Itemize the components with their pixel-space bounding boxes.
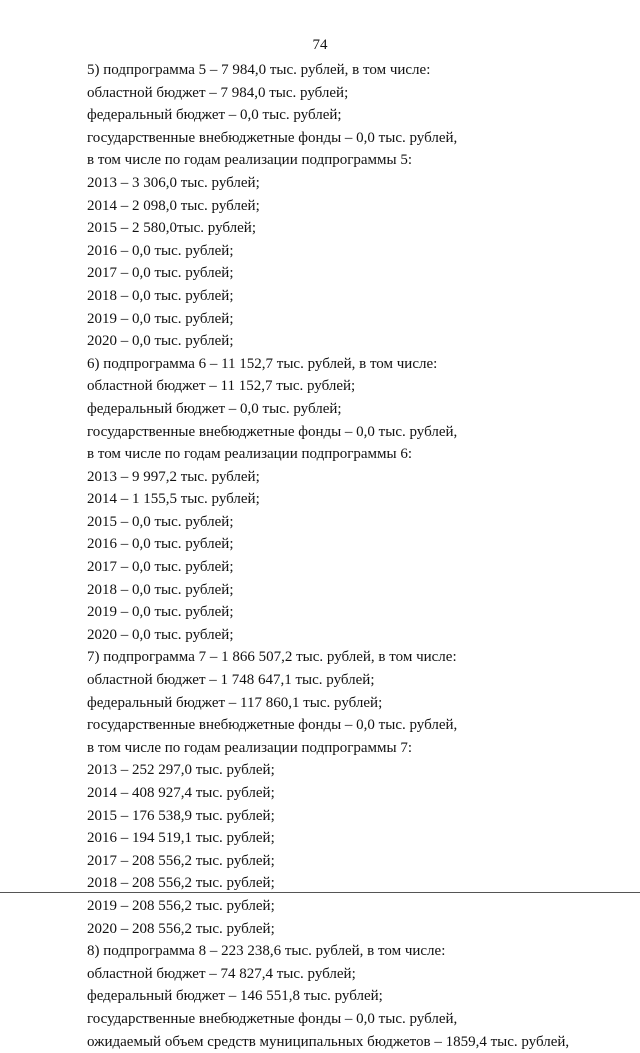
text-line: 8) подпрограмма 8 – 223 238,6 тыс. рублей, в том числе: [87, 943, 446, 960]
text-line: ожидаемый объем средств муниципальных бюджетов – 1859,4 тыс. рублей, [87, 1033, 570, 1050]
text-line: 2017 – 0,0 тыс. рублей; [87, 559, 234, 576]
text-line: в том числе по годам реализации подпрограммы 7: [87, 739, 413, 756]
text-line: 2019 – 0,0 тыс. рублей; [87, 310, 234, 327]
text-line: 7) подпрограмма 7 – 1 866 507,2 тыс. рублей, в том числе: [87, 649, 457, 666]
text-line: 2013 – 9 997,2 тыс. рублей; [87, 468, 260, 485]
text-line: в том числе по годам реализации подпрограммы 5: [87, 152, 413, 169]
text-line: 2016 – 194 519,1 тыс. рублей; [87, 830, 275, 847]
page-number: 74 [312, 37, 328, 53]
text-line: государственные внебюджетные фонды – 0,0 тыс. рублей, [87, 1010, 458, 1027]
text-line: 2019 – 0,0 тыс. рублей; [87, 604, 234, 621]
text-line: 2020 – 208 556,2 тыс. рублей; [87, 920, 275, 937]
text-line: государственные внебюджетные фонды – 0,0 тыс. рублей, [87, 717, 458, 734]
text-line: государственные внебюджетные фонды – 0,0 тыс. рублей, [87, 129, 458, 146]
text-line: федеральный бюджет – 117 860,1 тыс. рублей; [87, 694, 383, 711]
text-line: государственные внебюджетные фонды – 0,0 тыс. рублей, [87, 423, 458, 440]
text-line: 2018 – 0,0 тыс. рублей; [87, 287, 234, 304]
text-line: 2017 – 208 556,2 тыс. рублей; [87, 852, 275, 869]
text-line: в том числе по годам реализации подпрограммы 6: [87, 446, 413, 463]
text-line: 2016 – 0,0 тыс. рублей; [87, 536, 234, 553]
text-line: 2015 – 2 580,0тыс. рублей; [87, 220, 256, 237]
text-line: 2019 – 208 556,2 тыс. рублей; [87, 897, 275, 914]
text-line: федеральный бюджет – 0,0 тыс. рублей; [87, 107, 342, 124]
text-line: 2017 – 0,0 тыс. рублей; [87, 265, 234, 282]
page-bottom-divider [0, 892, 640, 893]
text-line: федеральный бюджет – 146 551,8 тыс. рублей; [87, 988, 383, 1005]
text-line: 2014 – 1 155,5 тыс. рублей; [87, 491, 260, 508]
text-line: 6) подпрограмма 6 – 11 152,7 тыс. рублей, в том числе: [87, 355, 438, 372]
document-body [87, 59, 617, 1053]
text-line: 2014 – 408 927,4 тыс. рублей; [87, 785, 275, 801]
text-line: 2015 – 176 538,9 тыс. рублей; [87, 807, 275, 824]
text-line: 5) подпрограмма 5 – 7 984,0 тыс. рублей, в том числе: [87, 62, 431, 78]
text-line: 2018 – 208 556,2 тыс. рублей; [87, 875, 275, 892]
text-line: федеральный бюджет – 0,0 тыс. рублей; [87, 400, 342, 417]
text-line: 2014 – 2 098,0 тыс. рублей; [87, 197, 260, 214]
text-line: 2015 – 0,0 тыс. рублей; [87, 513, 234, 530]
text-line: 2020 – 0,0 тыс. рублей; [87, 626, 234, 643]
text-line: 2018 – 0,0 тыс. рублей; [87, 581, 234, 598]
text-line: областной бюджет – 7 984,0 тыс. рублей; [87, 84, 349, 101]
text-line: 2013 – 3 306,0 тыс. рублей; [87, 174, 260, 191]
text-line: областной бюджет – 1 748 647,1 тыс. рублей; [87, 672, 375, 689]
text-line: 2013 – 252 297,0 тыс. рублей; [87, 762, 275, 779]
text-line: 2020 – 0,0 тыс. рублей; [87, 333, 234, 350]
text-line: 2016 – 0,0 тыс. рублей; [87, 242, 234, 259]
text-line: областной бюджет – 11 152,7 тыс. рублей; [87, 378, 356, 395]
text-line: областной бюджет – 74 827,4 тыс. рублей; [87, 965, 356, 982]
